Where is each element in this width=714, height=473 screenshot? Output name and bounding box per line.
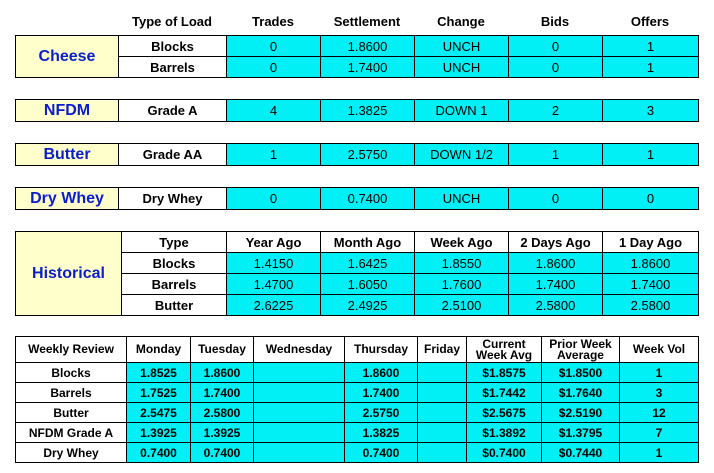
weekly-header-tuesday: Tuesday — [191, 337, 254, 363]
table-row — [16, 36, 699, 57]
butter-type: Grade AA — [119, 144, 227, 166]
weekly-cell: $2.5190 — [542, 403, 620, 423]
weekly-cell: 1.3925 — [191, 423, 254, 443]
weekly-cell — [254, 443, 345, 463]
weekly-cell: 0.7400 — [345, 443, 418, 463]
table-row — [16, 188, 699, 210]
weekly-cell: 1.7400 — [191, 383, 254, 403]
cheese-blocks-offers: 1 — [603, 36, 699, 57]
historical-row-type: Blocks — [122, 253, 227, 274]
drywhey-label: Dry Whey — [16, 188, 119, 210]
weekly-cell — [418, 443, 467, 463]
weekly-cell: $1.7640 — [542, 383, 620, 403]
historical-cell: 1.7600 — [415, 274, 509, 295]
historical-cell: 1.7400 — [509, 274, 603, 295]
header-offers: Offers — [630, 14, 670, 29]
weekly-cell — [418, 363, 467, 383]
weekly-cell — [254, 403, 345, 423]
butter-offers: 1 — [603, 144, 699, 166]
nfdm-change: DOWN 1 — [415, 100, 509, 122]
weekly-cell: $1.3892 — [467, 423, 542, 443]
weekly-cell: $0.7400 — [467, 443, 542, 463]
weekly-header-friday: Friday — [418, 337, 467, 363]
historical-cell: 2.5100 — [415, 295, 509, 316]
butter-trades: 1 — [227, 144, 321, 166]
historical-cell: 2.5800 — [603, 295, 699, 316]
drywhey-offers: 0 — [603, 188, 699, 210]
historical-cell: 1.7400 — [603, 274, 699, 295]
historical-cell: 2.6225 — [227, 295, 321, 316]
weekly-header-prior-week-average: Prior Week Average — [542, 337, 620, 363]
header-change: Change — [437, 14, 485, 29]
butter-table — [15, 143, 699, 166]
weekly-cell — [418, 383, 467, 403]
weekly-cell: $1.8575 — [467, 363, 542, 383]
weekly-cell: 0.7400 — [127, 443, 191, 463]
header-settlement: Settlement — [333, 14, 401, 29]
table-row — [16, 403, 699, 423]
weekly-cell: 1.8600 — [191, 363, 254, 383]
nfdm-trades: 4 — [227, 100, 321, 122]
historical-cell: 1.8550 — [415, 253, 509, 274]
weekly-cell — [418, 423, 467, 443]
historical-row-type: Butter — [122, 295, 227, 316]
weekly-review-table — [15, 336, 699, 463]
historical-row-type: Barrels — [122, 274, 227, 295]
header-type-of-load: Type of Load — [132, 14, 212, 29]
weekly-cell: $1.8500 — [542, 363, 620, 383]
header-bids: Bids — [540, 14, 570, 29]
weekly-header-wednesday: Wednesday — [254, 337, 345, 363]
cheese-barrels-trades: 0 — [227, 57, 321, 78]
weekly-cell: $1.7442 — [467, 383, 542, 403]
nfdm-settlement: 1.3825 — [321, 100, 415, 122]
historical-cell: 1.6425 — [321, 253, 415, 274]
weekly-cell: 2.5475 — [127, 403, 191, 423]
weekly-header-weekly-review: Weekly Review — [16, 337, 127, 363]
butter-bids: 1 — [509, 144, 603, 166]
table-row — [16, 423, 699, 443]
weekly-row-label: Butter — [16, 403, 127, 423]
historical-cell: 1.6050 — [321, 274, 415, 295]
historical-header-year-ago: Year Ago — [227, 232, 321, 253]
cheese-blocks-trades: 0 — [227, 36, 321, 57]
butter-settlement: 2.5750 — [321, 144, 415, 166]
cheese-blocks-bids: 0 — [509, 36, 603, 57]
table-row — [16, 383, 699, 403]
cheese-barrels-bids: 0 — [509, 57, 603, 78]
weekly-row-label: Barrels — [16, 383, 127, 403]
weekly-cell — [254, 383, 345, 403]
weekly-row-label: Dry Whey — [16, 443, 127, 463]
weekly-header-monday: Monday — [127, 337, 191, 363]
weekly-cell: 0.7400 — [191, 443, 254, 463]
weekly-cell: 1.8525 — [127, 363, 191, 383]
historical-cell: 1.4150 — [227, 253, 321, 274]
weekly-cell: 1.8600 — [345, 363, 418, 383]
historical-table — [15, 231, 699, 316]
cheese-barrels-change: UNCH — [415, 57, 509, 78]
historical-cell: 2.4925 — [321, 295, 415, 316]
weekly-cell: 1.7400 — [345, 383, 418, 403]
weekly-cell: 1.7525 — [127, 383, 191, 403]
drywhey-trades: 0 — [227, 188, 321, 210]
weekly-header-row — [16, 337, 699, 363]
historical-header-month-ago: Month Ago — [321, 232, 415, 253]
historical-header-2-days-ago: 2 Days Ago — [509, 232, 603, 253]
weekly-row-label: Blocks — [16, 363, 127, 383]
nfdm-type: Grade A — [119, 100, 227, 122]
historical-header-type: Type — [122, 232, 227, 253]
weekly-header-week-vol: Week Vol — [620, 337, 699, 363]
weekly-cell: $1.3795 — [542, 423, 620, 443]
butter-label: Butter — [16, 144, 119, 166]
weekly-cell: 12 — [620, 403, 699, 423]
table-row — [16, 57, 699, 78]
weekly-cell: 7 — [620, 423, 699, 443]
header-trades: Trades — [252, 14, 294, 29]
nfdm-label: NFDM — [16, 100, 119, 122]
cheese-blocks-settlement: 1.8600 — [321, 36, 415, 57]
weekly-cell — [254, 423, 345, 443]
weekly-cell: 1 — [620, 363, 699, 383]
weekly-row-label: NFDM Grade A — [16, 423, 127, 443]
weekly-cell — [418, 403, 467, 423]
cheese-blocks-change: UNCH — [415, 36, 509, 57]
drywhey-table — [15, 187, 699, 210]
weekly-cell: 2.5750 — [345, 403, 418, 423]
historical-cell: 1.8600 — [603, 253, 699, 274]
table-row — [16, 363, 699, 383]
historical-cell: 1.8600 — [509, 253, 603, 274]
historical-header-week-ago: Week Ago — [415, 232, 509, 253]
cheese-table — [15, 35, 699, 78]
historical-cell: 1.4700 — [227, 274, 321, 295]
drywhey-bids: 0 — [509, 188, 603, 210]
historical-cell: 2.5800 — [509, 295, 603, 316]
weekly-cell — [254, 363, 345, 383]
weekly-cell: $2.5675 — [467, 403, 542, 423]
cheese-barrels-offers: 1 — [603, 57, 699, 78]
weekly-cell: 2.5800 — [191, 403, 254, 423]
historical-header-row — [16, 232, 699, 253]
table-row — [16, 144, 699, 166]
weekly-cell: $0.7440 — [542, 443, 620, 463]
table-row — [16, 100, 699, 122]
weekly-cell: 3 — [620, 383, 699, 403]
cheese-label: Cheese — [16, 36, 119, 78]
historical-label: Historical — [16, 232, 122, 316]
drywhey-type: Dry Whey — [119, 188, 227, 210]
historical-header-1-day-ago: 1 Day Ago — [603, 232, 699, 253]
nfdm-offers: 3 — [603, 100, 699, 122]
weekly-header-current-week-avg: Current Week Avg — [467, 337, 542, 363]
drywhey-change: UNCH — [415, 188, 509, 210]
weekly-header-thursday: Thursday — [345, 337, 418, 363]
butter-change: DOWN 1/2 — [415, 144, 509, 166]
nfdm-bids: 2 — [509, 100, 603, 122]
drywhey-settlement: 0.7400 — [321, 188, 415, 210]
cheese-barrels-type: Barrels — [119, 57, 227, 78]
weekly-cell: 1.3925 — [127, 423, 191, 443]
nfdm-table — [15, 99, 699, 122]
table-row — [16, 443, 699, 463]
weekly-cell: 1 — [620, 443, 699, 463]
weekly-cell: 1.3825 — [345, 423, 418, 443]
cheese-barrels-settlement: 1.7400 — [321, 57, 415, 78]
cheese-blocks-type: Blocks — [119, 36, 227, 57]
